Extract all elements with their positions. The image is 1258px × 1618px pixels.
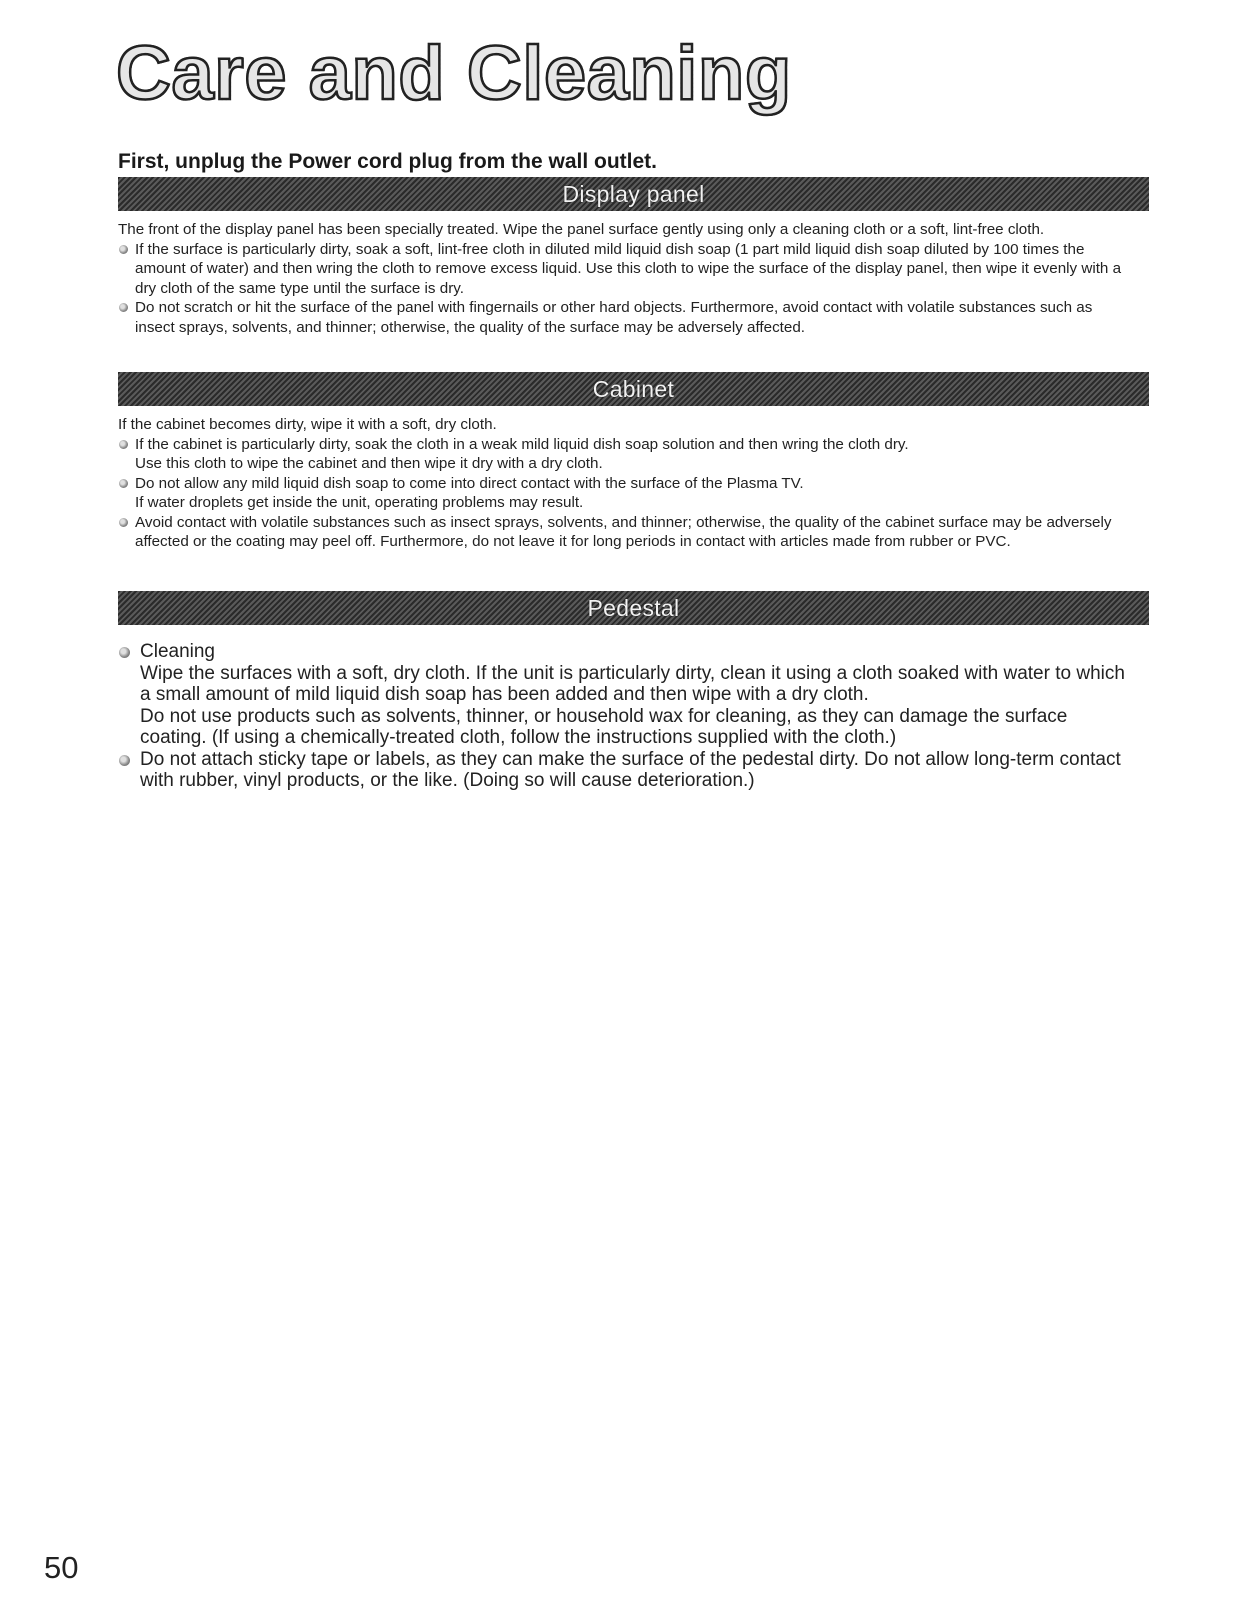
page-title: Care and Cleaning bbox=[116, 31, 792, 116]
cabinet-bullet bbox=[118, 513, 1128, 552]
pedestal-cleaning-title: Cleaning bbox=[140, 641, 215, 662]
display-panel-intro: The front of the display panel has been specially treated. Wipe the panel surface gently using only a cleaning cloth or a soft, lint-free cloth. bbox=[118, 221, 1045, 238]
cabinet-bullet-line: Do not allow any mild liquid dish soap to come into direct contact with the surface of the Plasma TV. bbox=[135, 474, 804, 492]
pedestal-heading: Pedestal bbox=[587, 594, 680, 621]
pedestal-cleaning-para: Wipe the surfaces with a soft, dry cloth. If the unit is particularly dirty, clean it using a cloth soaked with water to which a small amount of mild liquid dish soap has been added and then wipe with a dry cloth. bbox=[140, 662, 1125, 705]
page-subtitle: First, unplug the Power cord plug from the wall outlet. bbox=[118, 150, 658, 173]
cabinet-heading-bar bbox=[118, 372, 1149, 406]
cabinet-body bbox=[118, 415, 1128, 552]
pedestal-body bbox=[118, 641, 1128, 792]
pedestal-heading-bar bbox=[118, 591, 1149, 625]
pedestal-bullet-cleaning bbox=[118, 641, 1128, 749]
cabinet-intro: If the cabinet becomes dirty, wipe it with a soft, dry cloth. bbox=[118, 416, 497, 433]
display-panel-heading-bar bbox=[118, 177, 1149, 211]
cabinet-bullet-line: Avoid contact with volatile substances such as insect sprays, solvents, and thinner; otherwise, the quality of the cabinet surface may be adversely affected or the coating may peel off. Furthermore, do not leave it for long periods in contact with articles made from rubber or PVC. bbox=[135, 513, 1112, 550]
cabinet-bullet-line: Use this cloth to wipe the cabinet and then wipe it dry with a dry cloth. bbox=[135, 455, 603, 472]
cabinet-bullet-line: If the cabinet is particularly dirty, soak the cloth in a weak mild liquid dish soap solution and then wring the cloth dry. bbox=[135, 435, 909, 453]
display-panel-bullet: If the surface is particularly dirty, soak a soft, lint-free cloth in diluted mild liquid dish soap (1 part mild liquid dish soap diluted by 100 times the amount of water) and then wring the cloth to remove excess liquid. Use this cloth to wipe the surface of the display panel, then wipe it evenly with a dry cloth of the same type until the surface is dry. bbox=[118, 240, 1128, 299]
cabinet-bullet bbox=[118, 474, 1128, 513]
pedestal-cleaning-para: Do not use products such as solvents, thinner, or household wax for cleaning, as they can damage the surface coating. (If using a chemically-treated cloth, follow the instructions supplied with the cloth.) bbox=[140, 705, 1068, 748]
display-panel-body bbox=[118, 220, 1128, 337]
pedestal-bullet: Do not attach sticky tape or labels, as they can make the surface of the pedestal dirty. Do not allow long-term contact with rubber, vinyl products, or the like. (Doing so will cause deterioration.) bbox=[118, 749, 1128, 792]
page-number: 50 bbox=[44, 1550, 79, 1585]
display-panel-bullet: Do not scratch or hit the surface of the panel with fingernails or other hard objects. Furthermore, avoid contact with volatile substances such as insect sprays, solvents, and thinner; otherwise, the quality of the surface may be adversely affected. bbox=[118, 298, 1128, 337]
cabinet-heading: Cabinet bbox=[592, 375, 675, 402]
cabinet-bullet bbox=[118, 435, 1128, 474]
display-panel-heading: Display panel bbox=[562, 180, 705, 207]
cabinet-bullet-line: If water droplets get inside the unit, operating problems may result. bbox=[135, 494, 584, 511]
